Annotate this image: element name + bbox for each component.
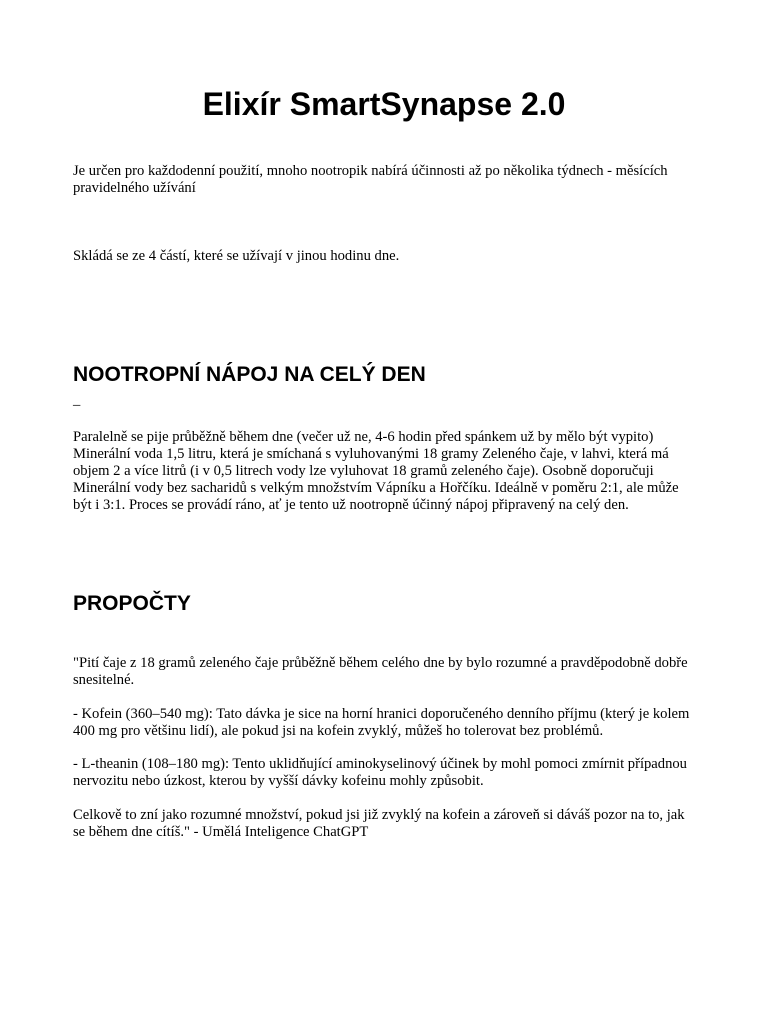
document-title: Elixír SmartSynapse 2.0 xyxy=(202,86,566,122)
intro-paragraph: Je určen pro každodenní použití, mnoho nootropik nabírá účinnosti až po několika týdnech - měsících pravidelného užívání xyxy=(73,163,668,196)
caffeine-paragraph: - Kofein (360–540 mg): Tato dávka je sice na horní hranici doporučeného denního příjmu (který je kolem 400 mg pro většinu lidí), ale pokud jsi na kofein zvyklý, můžeš ho tolerovat bez problémů. xyxy=(73,706,690,739)
theanine-paragraph: - L-theanin (108–180 mg): Tento uklidňující aminokyselinový účinek by mohl pomoci zmírnit případnou nervozitu nebo úzkost, kterou by vyšší dávky kofeinu mohly způsobit. xyxy=(73,756,687,789)
section-dash: – xyxy=(73,397,81,413)
drink-paragraph: Paralelně se pije průběžně během dne (večer už ne, 4-6 hodin před spánkem už by mělo být vypito) Minerální voda 1,5 litru, která je smíchaná s vyluhovanými 18 gramy Zeleného čaje, v lahvi, která má objem 2 a více litrů (i v 0,5 litrech vody lze vyluhovat 18 gramů zeleného čaje). Osobně doporučuji Minerální vody bez sacharidů s velkým množstvím Vápníku a Hořčíku. Ideálně v poměru 2:1, ale může být i 3:1. Proces se provádí ráno, ať je tento už nootropně účinný nápoj připravený na celý den. xyxy=(73,429,679,513)
parts-paragraph: Skládá se ze 4 částí, které se užívají v jinou hodinu dne. xyxy=(73,248,400,264)
section-heading-calc: PROPOČTY xyxy=(73,592,191,615)
conclusion-paragraph: Celkově to zní jako rozumné množství, pokud jsi již zvyklý na kofein a zároveň si dáváš pozor na to, jak se během dne cítíš." - Umělá Inteligence ChatGPT xyxy=(73,807,685,840)
section-heading-drink: NOOTROPNÍ NÁPOJ NA CELÝ DEN xyxy=(73,363,426,386)
quote-intro-paragraph: "Pití čaje z 18 gramů zeleného čaje průběžně během celého dne by bylo rozumné a pravděpodobně dobře snesitelné. xyxy=(73,655,688,688)
